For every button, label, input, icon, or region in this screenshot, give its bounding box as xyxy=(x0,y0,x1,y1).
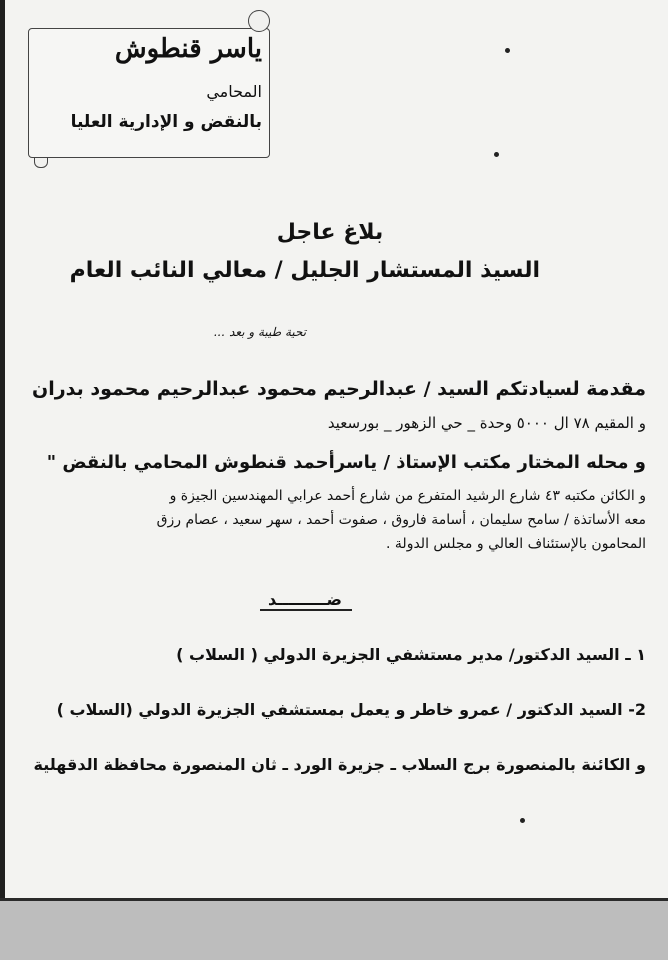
greeting: تحية طيبة و بعد ... xyxy=(213,325,307,339)
lawyer-court: بالنقض و الإدارية العليا xyxy=(70,112,262,132)
defendant-2: 2- السيد الدكتور / عمرو خاطر و يعمل بمستشفي الجزيرة الدولي (السلاب ) xyxy=(56,700,646,719)
associates-line-2: المحامون بالإستئناف العالي و مجلس الدولة . xyxy=(386,536,646,552)
office-line: و محله المختار مكتب الإستاذ / ياسرأحمد قنطوش المحامي بالنقض " xyxy=(46,452,646,473)
mark-dot xyxy=(505,48,510,53)
letterhead-scroll-curl xyxy=(248,10,270,32)
office-address: و الكائن مكتبه ٤٣ شارع الرشيد المتفرع من شارع أحمد عرابي المهندسين الجيزة و xyxy=(169,488,646,504)
urgent-notice-title: بلاغ عاجل xyxy=(276,220,384,245)
scan-edge xyxy=(0,0,5,898)
defendant-1: ١ ـ السيد الدكتور/ مدير مستشفي الجزيرة الدولي ( السلاب ) xyxy=(176,645,646,664)
versus-underline xyxy=(260,609,352,611)
versus-heading: ضـــــــــد xyxy=(268,590,342,609)
scan-background xyxy=(0,901,668,960)
mark-dot xyxy=(494,152,499,157)
associates-line: معه الأساتذة / سامح سليمان ، أسامة فاروق ، صفوت أحمد ، سهر سعيد ، عصام رزق xyxy=(156,512,646,528)
lawyer-title: المحامي xyxy=(206,82,262,101)
mark-dot xyxy=(520,818,525,823)
applicant-residence: و المقيم ٧٨ ال ٥٠٠٠ وحدة _ حي الزهور _ بورسعيد xyxy=(327,414,646,432)
addressee-line: السيذ المستشار الجليل / معالي النائب العام xyxy=(69,258,540,283)
defendant-address: و الكائنة بالمنصورة برج السلاب ـ جزيرة الورد ـ ثان المنصورة محافظة الدقهلية xyxy=(33,755,646,774)
applicant-line: مقدمة لسيادتكم السيد / عبدالرحيم محمود عبدالرحيم محمود بدران xyxy=(31,378,646,400)
lawyer-name: ياسر قنطوش xyxy=(114,34,262,64)
